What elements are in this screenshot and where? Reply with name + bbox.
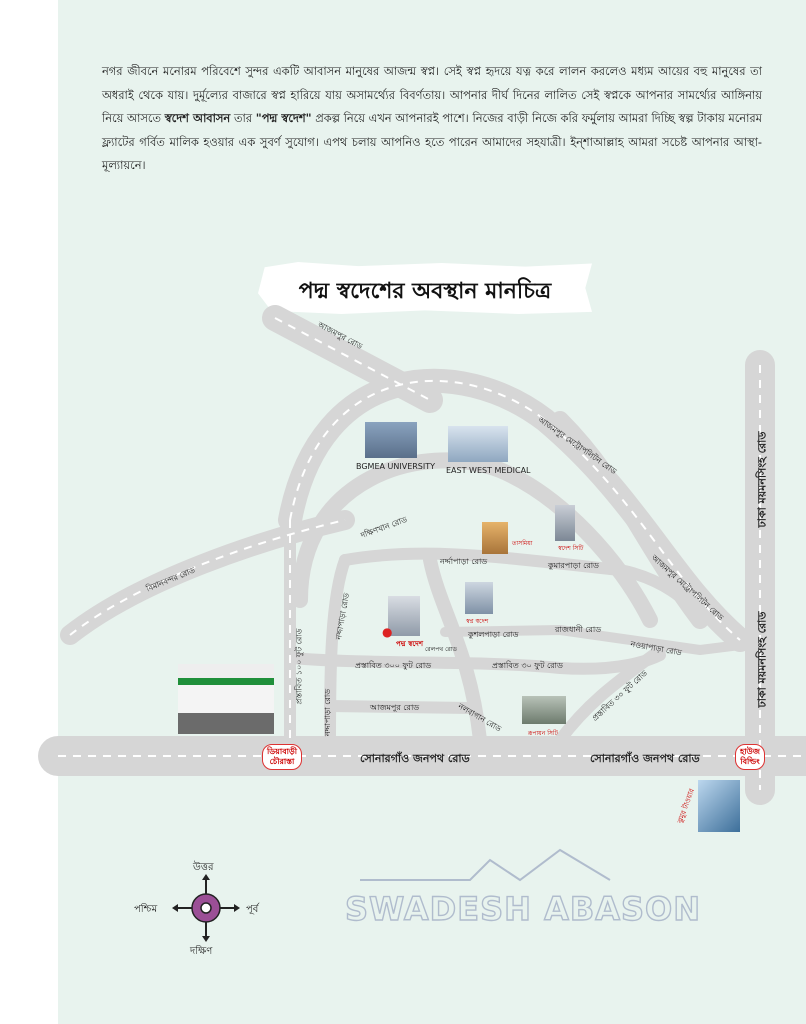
gate-building-icon — [522, 696, 566, 724]
tasmia-label: তাসমিয়া — [512, 540, 533, 547]
road-label-dhaka-mymensingh-top: ঢাকা ময়মনসিংহ রোড — [755, 431, 769, 528]
road-label-vertical-left: প্রস্তাবিত ১০০ ফুট রোড — [294, 628, 304, 705]
compass-north-label: উত্তর — [193, 862, 214, 873]
ft300-road — [290, 655, 660, 669]
upper-arc-road — [290, 381, 740, 640]
road-label-vertical-mid2: নদ্দাপাড়া রোড — [323, 688, 333, 737]
road-label-left-diag: বিমানবন্দর রোড — [144, 565, 197, 594]
bgmea-label: BGMEA UNIVERSITY — [356, 462, 436, 471]
road-label-vertical-mid: নদ্দাপাড়া রোড — [334, 592, 352, 641]
east-west-building-icon — [448, 426, 508, 462]
road-label-30ft-right: প্রস্তাবিত ৩০ ফুট রোড — [590, 668, 650, 723]
swadesh-city-label: স্বদেশ সিটি — [558, 545, 584, 552]
east-west-label: EAST WEST MEDICAL — [446, 466, 531, 475]
metro-train-icon — [178, 664, 274, 734]
tasmia-building-icon — [482, 522, 508, 554]
compass-west-label: পশ্চিম — [134, 904, 158, 915]
road-label-a: রাজধানী রোড — [555, 625, 602, 634]
road-label-sonargaon-right: সোনারগাঁও জনপথ রোড — [590, 752, 700, 765]
gate-label: রূপায়ন সিটি — [528, 730, 558, 737]
road-label-mid: দক্ষিণখান রোড — [359, 515, 409, 541]
swapna-label: স্বপ্ন স্বদেশ — [466, 618, 489, 625]
road-label-30ft-mid: প্রস্তাবিত ৩০ ফুট রোড — [492, 661, 563, 670]
road-label-300ft: প্রস্তাবিত ৩০০ ফুট রোড — [355, 661, 432, 670]
compass-south-label: দক্ষিণ — [190, 946, 213, 957]
padma-label: পদ্ম স্বদেশ — [396, 640, 423, 648]
road-label-b: কুশলপাড়া রোড — [468, 630, 519, 639]
brand-name: স্বদেশ আবাসন — [164, 111, 231, 125]
road-label-top: আজমপুর রোড — [316, 320, 364, 352]
swapna-building-icon — [465, 582, 493, 614]
diabari-badge: ডিয়াবাড়ী চৌরাস্তা — [262, 744, 302, 770]
compass — [172, 874, 240, 942]
road-label-dhaka-mymensingh-bottom: ঢাকা ময়মনসিংহ রোড — [755, 611, 769, 708]
tower-building-icon — [698, 780, 740, 832]
watermark-logo: SWADESH ABASON — [345, 890, 702, 928]
road-label-sonargaon-left: সোনারগাঁও জনপথ রোড — [360, 752, 470, 765]
rail-road-label: রেলপথ রোড — [425, 646, 457, 653]
swadesh-city-building-icon — [555, 505, 575, 541]
road-label-bottom: আজমপুর রোড — [370, 703, 420, 712]
road-label-c: নওয়াপাড়া রোড — [629, 639, 683, 658]
tower-label: ঝুমুর টাওয়ার — [676, 787, 697, 825]
map-title: পদ্ম স্বদেশের অবস্থান মানচিত্র — [298, 279, 552, 304]
compass-east-label: পূর্ব — [246, 904, 259, 915]
watermark-house-icon — [360, 850, 610, 880]
house-building-badge: হাউজ বিল্ডিং — [735, 744, 765, 770]
road-label-upper-curve: আজমপুর মেট্রোপলিটন রোড — [536, 415, 619, 477]
road-label-rajdhani: নর্দ্দাপাড়া রোড — [440, 557, 488, 566]
road-label-bottom2: নলবাগান রোড — [456, 701, 503, 734]
road-label-right-curve-lower: আজমপুর মেট্রোপলিটন রোড — [649, 553, 726, 623]
intro-paragraph: নগর জীবনে মনোরম পরিবেশে সুন্দর একটি আবাসন মানুষের আজন্ম স্বপ্ন। সেই স্বপ্ন হৃদয়ে যত্ন করে লালন করলেও মধ্যম আয়ের বহু মানুষের তা অধরাই থেকে যায়। দুর্মূল্যের বাজারে স্বপ্ন হারিয়ে যায় অসামর্থ্যের বিবর্ণতায়। আপনার দীর্ঘ দিনের লালিত সেই স্বপ্নকে আপনার সামর্থ্যের আঙ্গিনায় নিয়ে আসতে স্বদেশ আবাসন তার "পদ্ম স্বদেশ" প্রকল্প নিয়ে এখন আপনারই পাশে। নিজের বাড়ী নিজে করি ফর্মুলায় আমরা দিচ্ছি স্বল্প টাকায় মনোরম ফ্ল্যাটের গর্বিত মালিক হওয়ার এক সুবর্ণ সুযোগ। এপথ চলায় আপনিও হতে পারেন আমাদের সহযাত্রী। ইন্‌শাআল্লাহ আমরা সচেষ্ট আপনার আস্থা-মূল্যায়নে। — [102, 64, 762, 172]
road-label-kumarpara: কুমারপাড়া রোড — [548, 561, 599, 570]
bgmea-building-icon — [365, 422, 417, 458]
location-pin-icon: ● — [382, 625, 393, 639]
padma-building-icon — [388, 596, 420, 636]
project-name: "পদ্ম স্বদেশ" — [255, 111, 312, 125]
